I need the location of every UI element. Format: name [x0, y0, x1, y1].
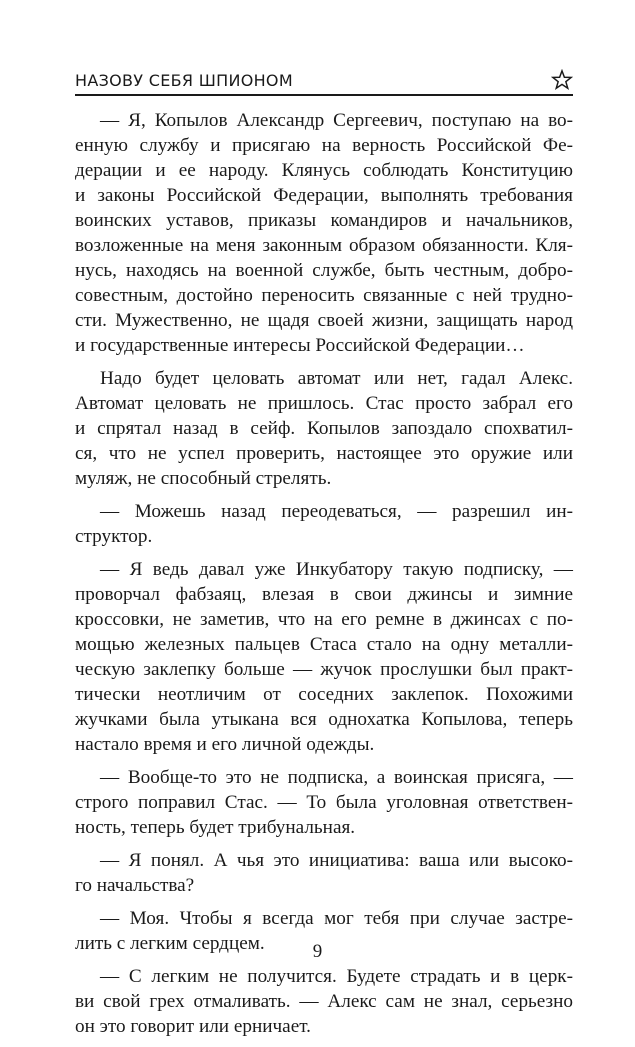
running-header	[75, 60, 573, 96]
text-line: лить с легким сердцем.	[75, 933, 265, 954]
text-line: жучками была утыкана вся однохатка Копылова, теперь	[75, 709, 573, 730]
text-line: возложенные на меня законным образом обязанности. Кля-	[75, 235, 573, 256]
text-line: сти. Мужественно, не щадя своей жизни, защищать народ	[75, 310, 573, 331]
text-line: строго поправил Стас. — То была уголовная ответствен-	[75, 792, 573, 813]
text-line: Автомат целовать не пришлось. Стас просто забрал его	[75, 393, 573, 414]
page-number: 9	[312, 941, 323, 962]
text-line: — Я ведь давал уже Инкубатору такую подписку, —	[100, 559, 573, 580]
text-line: проворчал фабзаяц, влезая в свои джинсы и зимние	[75, 584, 573, 605]
text-line: ся, что не успел проверить, настоящее это оружие или	[75, 443, 573, 464]
paragraph	[75, 848, 573, 898]
text-line: енную службу и присягаю на верность Российской Фе-	[75, 135, 573, 156]
text-line: — Я понял. А чья это инициатива: ваша или высоко-	[100, 850, 573, 871]
text-line: — Я, Копылов Александр Сергеевич, поступаю на во-	[100, 110, 573, 131]
paragraph	[75, 964, 573, 1039]
paragraph	[75, 366, 573, 491]
text-line: дерации и ее народу. Клянусь соблюдать Конституцию	[75, 160, 573, 181]
text-line: ви свой грех отмаливать. — Алекс сам не знал, серьезно	[75, 991, 573, 1012]
text-line: настало время и его личной одежды.	[75, 734, 375, 755]
text-line: и государственные интересы Российской Федерации…	[75, 335, 525, 356]
paragraph	[75, 499, 573, 549]
text-line: и законы Российской Федерации, выполнять требования	[75, 185, 573, 206]
text-line: воинских уставов, приказы командиров и начальников,	[75, 210, 573, 231]
text-line: — Моя. Чтобы я всегда мог тебя при случае застре-	[100, 908, 573, 929]
text-line: мощью железных пальцев Стаса стало на одну металли-	[75, 634, 573, 655]
text-line: Надо будет целовать автомат или нет, гадал Алекс.	[100, 368, 573, 389]
running-header-title: НАЗОВУ СЕБЯ ШПИОНОМ	[75, 71, 293, 90]
text-line: — Можешь назад переодеваться, — разрешил ин-	[100, 501, 573, 522]
text-line: муляж, не способный стрелять.	[75, 468, 332, 489]
body-text	[75, 108, 573, 1047]
text-line: ческую заклепку больше — жучок прослушки был практ-	[75, 659, 573, 680]
text-line: — Вообще-то это не подписка, а воинская присяга, —	[100, 767, 573, 788]
paragraph	[75, 557, 573, 757]
star-icon	[551, 69, 573, 91]
paragraph	[75, 765, 573, 840]
text-line: структор.	[75, 526, 153, 547]
text-line: тически неотличим от соседних заклепок. Похожими	[75, 684, 573, 705]
text-line: он это говорит или ерничает.	[75, 1016, 311, 1037]
text-line: нусь, находясь на военной службе, быть честным, добро-	[75, 260, 573, 281]
text-line: и спрятал назад в сейф. Копылов запоздало спохватил-	[75, 418, 573, 439]
text-line: го начальства?	[75, 875, 195, 896]
text-line: ность, теперь будет трибунальная.	[75, 817, 356, 838]
text-line: кроссовки, не заметив, что на его ремне в джинсах с по-	[75, 609, 573, 630]
paragraph	[75, 108, 573, 358]
text-line: совестным, достойно переносить связанные с ней трудно-	[75, 285, 573, 306]
text-line: — С легким не получится. Будете страдать и в церк-	[100, 966, 573, 987]
